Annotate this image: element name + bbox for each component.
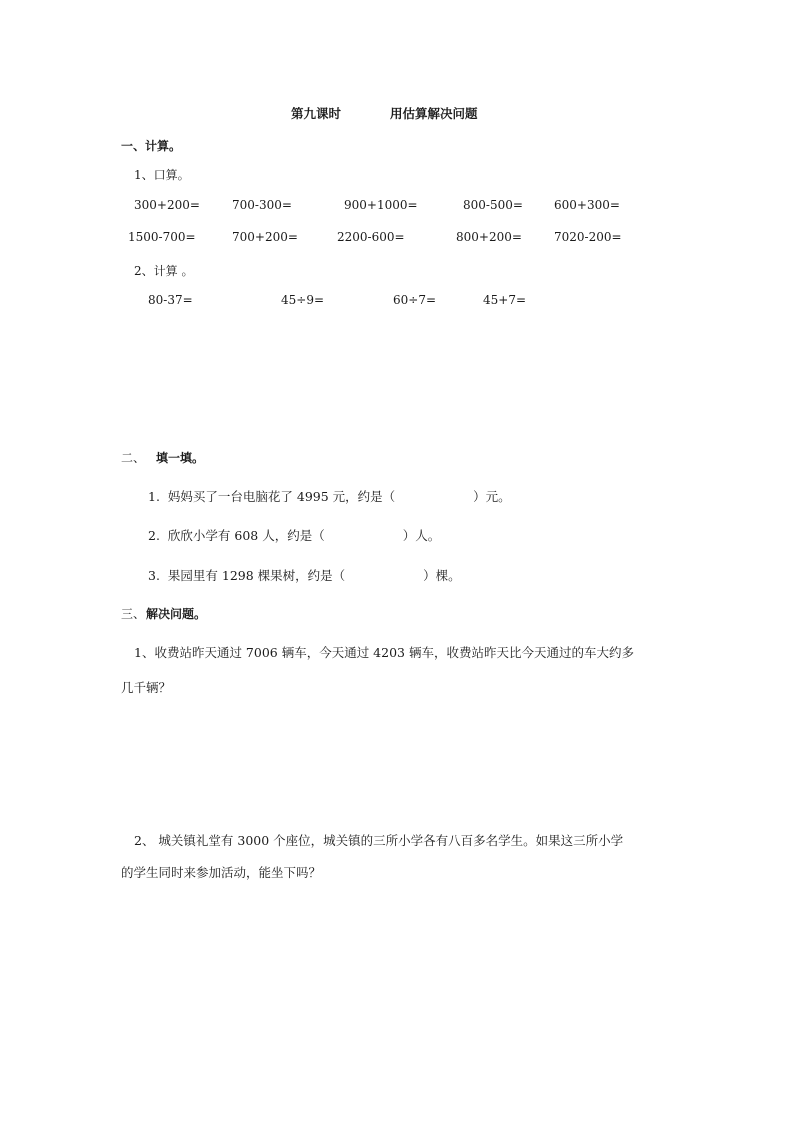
equation: 600+300= <box>554 198 620 212</box>
equation: 800+200= <box>456 230 522 244</box>
equation: 80-37= <box>148 293 193 307</box>
equation: 800-500= <box>463 198 523 212</box>
section2-number: 二、 <box>121 451 146 465</box>
equation: 45+7= <box>483 293 527 307</box>
section3-number: 三、 <box>121 607 146 621</box>
lesson-topic: 用估算解决问题 <box>390 106 478 121</box>
problem-1-line-1: 1、收费站昨天通过 7006 辆车，今天通过 4203 辆车，收费站昨天比今天通过的车大约多 <box>134 645 634 660</box>
equation: 2200-600= <box>337 230 405 244</box>
equation: 300+200= <box>134 198 200 212</box>
equation: 7020-200= <box>554 230 622 244</box>
calc-label: 2、计算 。 <box>134 264 194 278</box>
equation: 900+1000= <box>344 198 418 212</box>
equation: 700-300= <box>232 198 292 212</box>
equation: 60÷7= <box>393 293 437 307</box>
oral-calc-label: 1、口算。 <box>134 168 190 182</box>
lesson-number: 第九课时 <box>291 106 342 121</box>
fill-item-3: 3. 果园里有 1298 棵果树，约是（ ）棵。 <box>148 568 461 583</box>
section2-heading: 填一填。 <box>156 451 205 465</box>
equation: 700+200= <box>232 230 298 244</box>
problem-2-line-2: 的学生同时来参加活动，能坐下吗？ <box>121 865 322 880</box>
section1-heading: 一、计算。 <box>121 139 182 153</box>
fill-item-1: 1. 妈妈买了一台电脑花了 4995 元，约是（ ）元。 <box>148 489 511 504</box>
equation: 1500-700= <box>128 230 196 244</box>
problem-2-line-1: 2、 城关镇礼堂有 3000 个座位，城关镇的三所小学各有八百多名学生。如果这三所小学 <box>134 833 624 848</box>
equation: 45÷9= <box>281 293 325 307</box>
problem-1-line-2: 几千辆？ <box>121 680 172 695</box>
section3-heading: 解决问题。 <box>146 607 207 621</box>
fill-item-2: 2. 欣欣小学有 608 人，约是（ ）人。 <box>148 528 441 543</box>
